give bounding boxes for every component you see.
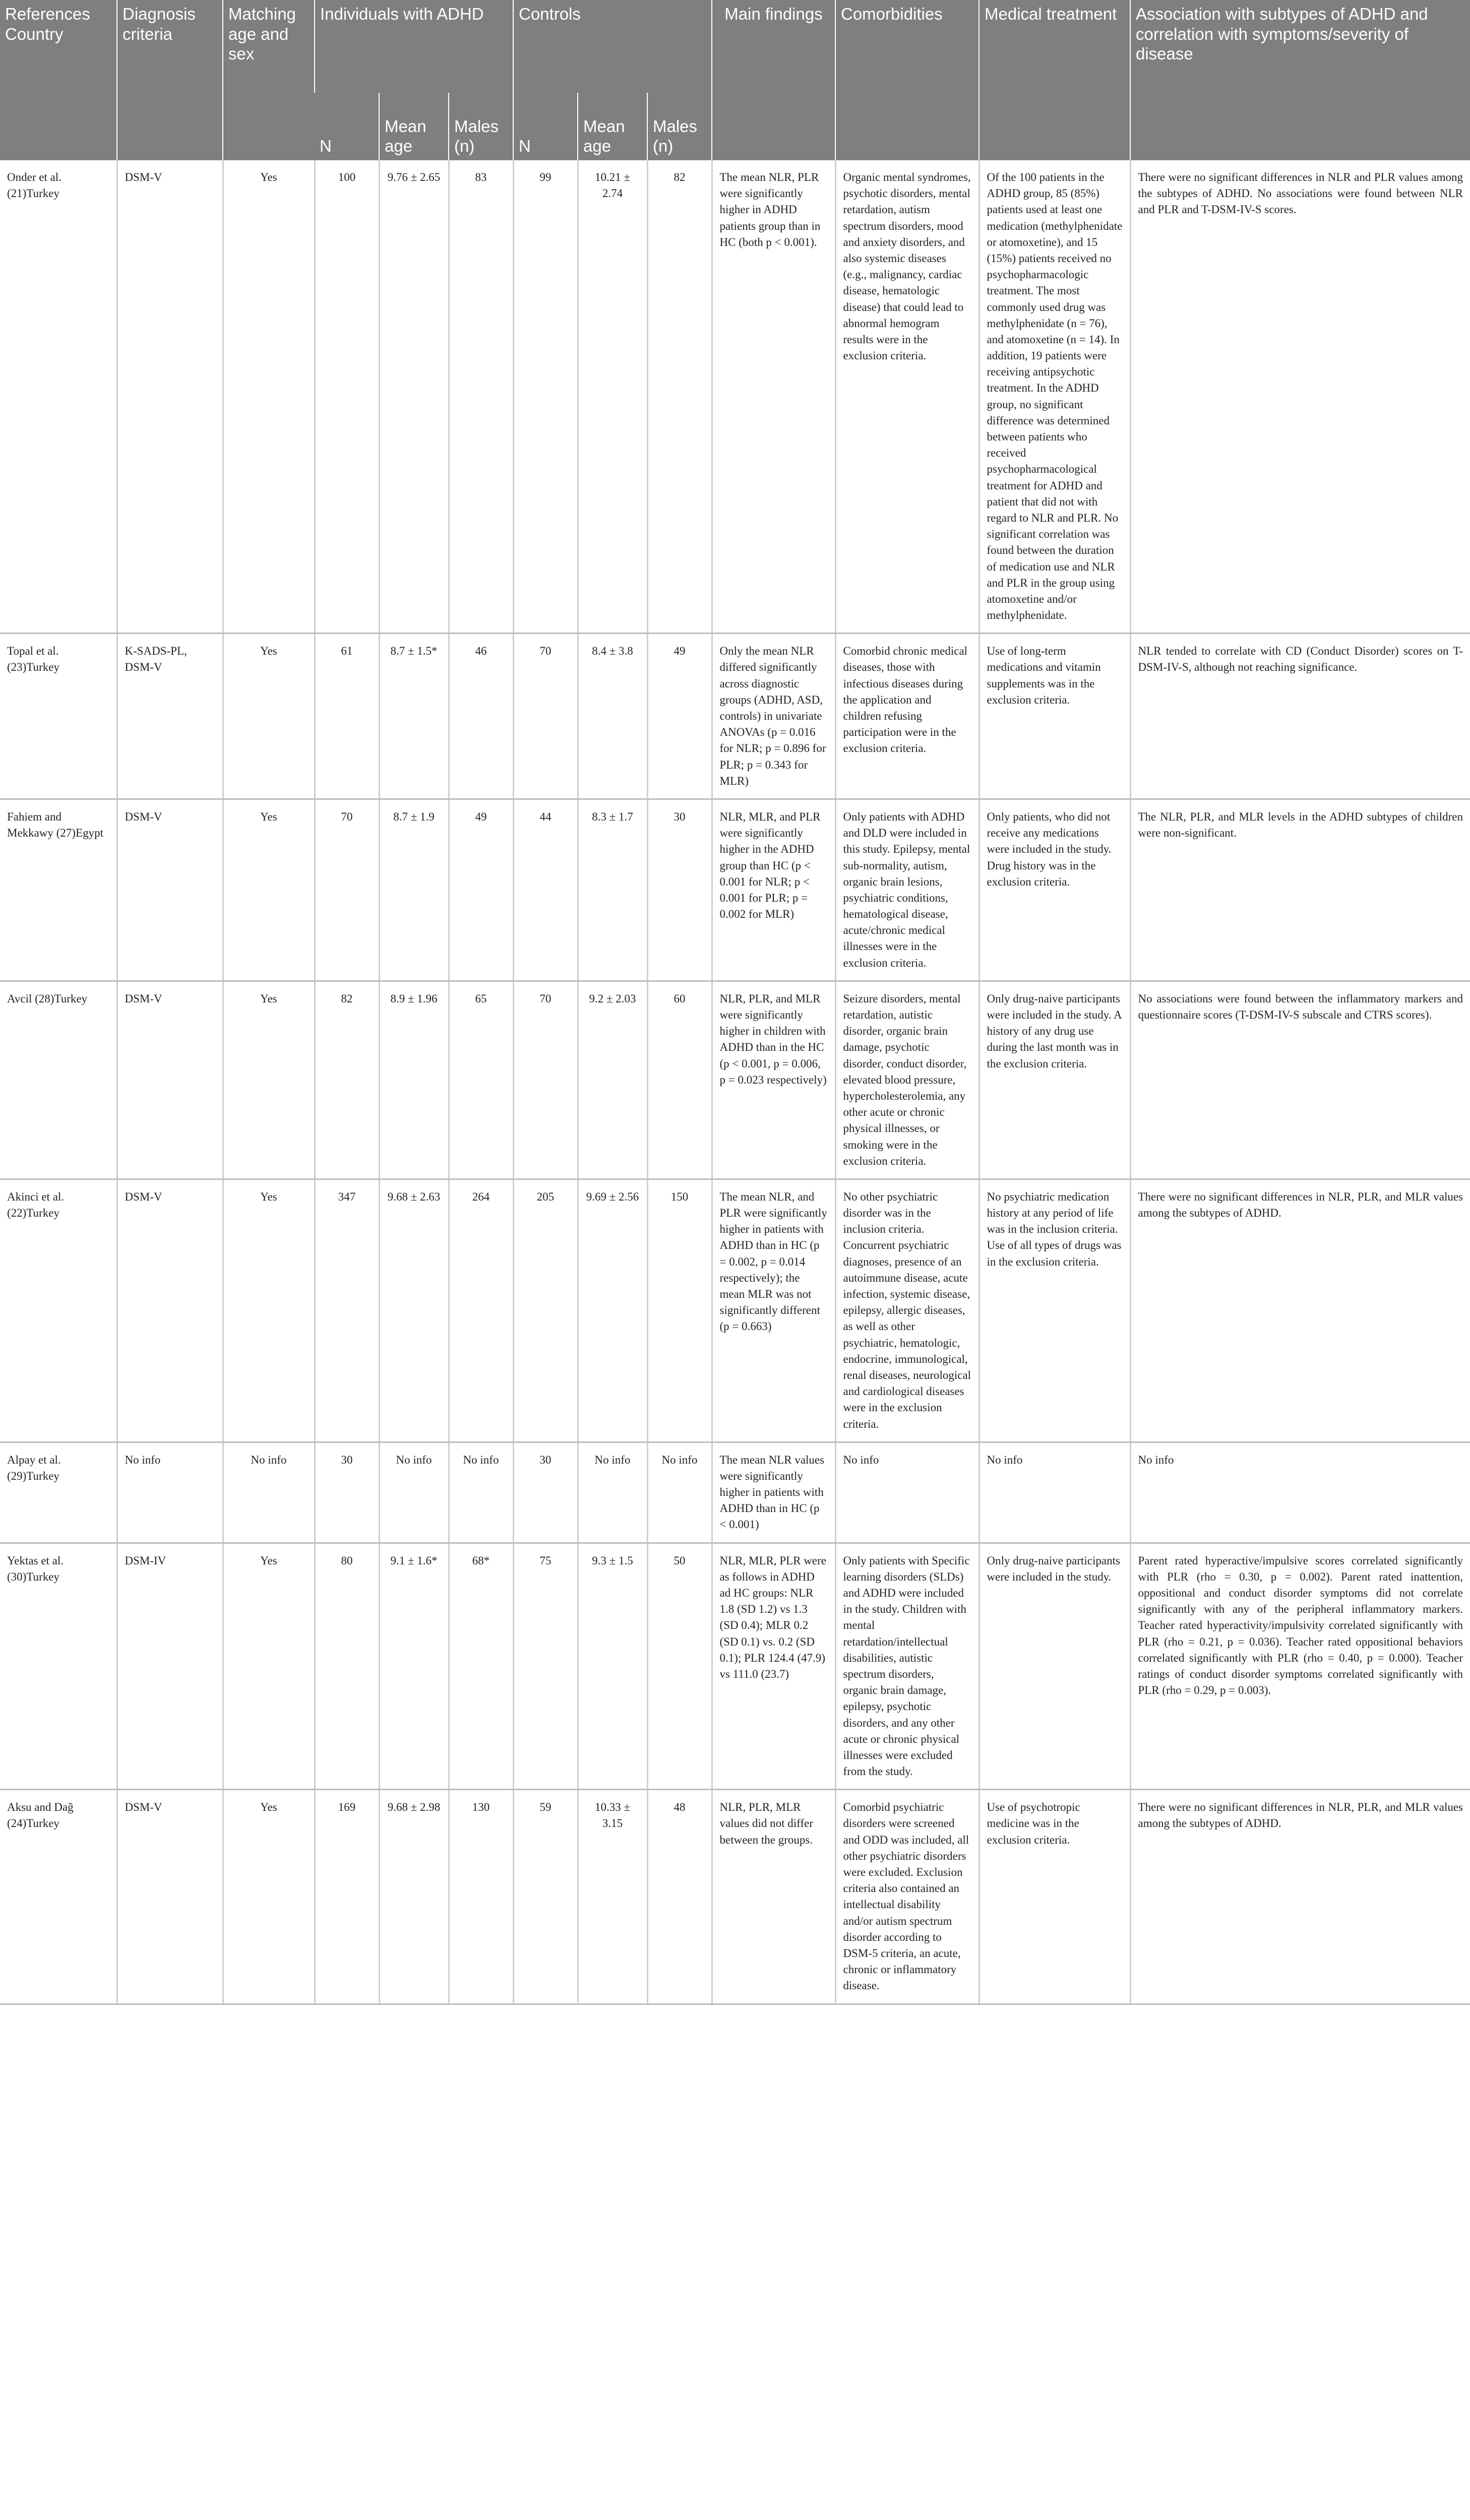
cell-adhd-mean-age: 8.9 ± 1.96 (379, 981, 449, 1179)
cell-adhd-males: 65 (449, 981, 513, 1179)
cell-association: There were no significant differences in NLR, PLR, and MLR values among the subtypes of ADHD. (1130, 1790, 1470, 2004)
cell-medical-treatment: Use of psychotropic medicine was in the exclusion criteria. (979, 1790, 1130, 2004)
header-adhd-males: Males (n) (449, 93, 513, 160)
cell-matching: Yes (223, 1790, 315, 2004)
cell-controls-males: 150 (647, 1179, 712, 1442)
cell-main-findings: NLR, MLR, and PLR were significantly higher in the ADHD group than HC (p < 0.001 for NLR; p < 0.001 for PLR; p = 0.002 for MLR) (712, 799, 835, 981)
header-comorbidities: Comorbidities (835, 0, 979, 160)
cell-controls-males: 49 (647, 634, 712, 799)
table-row (0, 1543, 1470, 1790)
header-controls-n: N (513, 93, 578, 160)
header-main-findings: Main findings (712, 0, 835, 160)
cell-medical-treatment: Only drug-naive participants were included in the study. (979, 1543, 1130, 1790)
cell-comorbidities: No info (835, 1442, 979, 1543)
cell-adhd-males: 68* (449, 1543, 513, 1790)
cell-reference: Yektas et al. (30)Turkey (0, 1543, 117, 1790)
cell-adhd-n: 80 (315, 1543, 379, 1790)
cell-adhd-mean-age: 9.76 ± 2.65 (379, 160, 449, 634)
cell-comorbidities: Comorbid chronic medical diseases, those with infectious diseases during the application and children refusing participation were in the exclusion criteria. (835, 634, 979, 799)
cell-adhd-males: 83 (449, 160, 513, 634)
cell-controls-n: 44 (513, 799, 578, 981)
cell-controls-n: 99 (513, 160, 578, 634)
cell-comorbidities: Organic mental syndromes, psychotic disorders, mental retardation, autism spectrum disorders, mood and anxiety disorders, and also systemic diseases (e.g., malignancy, cardiac disease, hematologic disease) that could lead to abnormal hemogram results were in the exclusion criteria. (835, 160, 979, 634)
cell-matching: Yes (223, 160, 315, 634)
table-row (0, 981, 1470, 1179)
cell-controls-mean-age: No info (578, 1442, 647, 1543)
header-references-country: References Country (0, 0, 117, 160)
cell-reference: Fahiem and Mekkawy (27)Egypt (0, 799, 117, 981)
cell-adhd-males: 130 (449, 1790, 513, 2004)
cell-controls-n: 75 (513, 1543, 578, 1790)
cell-adhd-males: 264 (449, 1179, 513, 1442)
cell-diagnosis: DSM-V (117, 981, 223, 1179)
cell-adhd-males: 46 (449, 634, 513, 799)
cell-reference: Topal et al. (23)Turkey (0, 634, 117, 799)
cell-controls-n: 70 (513, 981, 578, 1179)
header-medical-treatment: Medical treatment (979, 0, 1130, 160)
cell-main-findings: NLR, MLR, PLR were as follows in ADHD ad HC groups: NLR 1.8 (SD 1.2) vs 1.3 (SD 0.4); MLR 0.2 (SD 0.1) vs. 0.2 (SD 0.1); PLR 124.4 (47.9) vs 111.0 (23.7) (712, 1543, 835, 1790)
cell-main-findings: The mean NLR values were significantly higher in patients with ADHD than in HC (p < 0.001) (712, 1442, 835, 1543)
cell-reference: Avcil (28)Turkey (0, 981, 117, 1179)
cell-association: There were no significant differences in NLR, PLR, and MLR values among the subtypes of ADHD. (1130, 1179, 1470, 1442)
cell-controls-mean-age: 10.21 ± 2.74 (578, 160, 647, 634)
cell-controls-mean-age: 8.3 ± 1.7 (578, 799, 647, 981)
cell-adhd-n: 100 (315, 160, 379, 634)
cell-diagnosis: DSM-V (117, 1790, 223, 2004)
table-row (0, 1790, 1470, 2004)
cell-medical-treatment: Use of long-term medications and vitamin supplements was in the exclusion criteria. (979, 634, 1130, 799)
cell-main-findings: NLR, PLR, MLR values did not differ between the groups. (712, 1790, 835, 2004)
cell-matching: No info (223, 1442, 315, 1543)
cell-medical-treatment: Only patients, who did not receive any medications were included in the study. Drug history was in the exclusion criteria. (979, 799, 1130, 981)
table-row (0, 634, 1470, 799)
cell-association: There were no significant differences in NLR and PLR values among the subtypes of ADHD. No associations were found between NLR and PLR and T-DSM-IV-S scores. (1130, 160, 1470, 634)
cell-controls-males: 82 (647, 160, 712, 634)
cell-controls-males: 60 (647, 981, 712, 1179)
cell-adhd-n: 30 (315, 1442, 379, 1543)
cell-adhd-mean-age: 8.7 ± 1.9 (379, 799, 449, 981)
cell-comorbidities: Only patients with Specific learning disorders (SLDs) and ADHD were included in the study. Children with mental retardation/intellectual disabilities, autistic spectrum disorders, organic brain damage, epilepsy, psychotic disorders, and any other acute or chronic physical illnesses were excluded from the study. (835, 1543, 979, 1790)
cell-adhd-mean-age: No info (379, 1442, 449, 1543)
cell-adhd-mean-age: 9.1 ± 1.6* (379, 1543, 449, 1790)
cell-controls-n: 59 (513, 1790, 578, 2004)
cell-medical-treatment: No info (979, 1442, 1130, 1543)
cell-controls-mean-age: 8.4 ± 3.8 (578, 634, 647, 799)
cell-comorbidities: Comorbid psychiatric disorders were screened and ODD was included, all other psychiatric disorders were excluded. Exclusion criteria also contained an intellectual disability and/or autism spectrum disorder according to DSM-5 criteria, an acute, chronic or inflammatory disease. (835, 1790, 979, 2004)
cell-controls-males: No info (647, 1442, 712, 1543)
cell-controls-n: 70 (513, 634, 578, 799)
cell-controls-mean-age: 9.3 ± 1.5 (578, 1543, 647, 1790)
cell-reference: Alpay et al. (29)Turkey (0, 1442, 117, 1543)
header-adhd-n: N (315, 93, 379, 160)
cell-adhd-n: 82 (315, 981, 379, 1179)
cell-diagnosis: No info (117, 1442, 223, 1543)
cell-main-findings: NLR, PLR, and MLR were significantly higher in children with ADHD than in the HC (p < 0.001, p = 0.006, p = 0.023 respectively) (712, 981, 835, 1179)
header-adhd-mean-age: Mean age (379, 93, 449, 160)
cell-diagnosis: DSM-V (117, 1179, 223, 1442)
cell-adhd-mean-age: 9.68 ± 2.63 (379, 1179, 449, 1442)
cell-reference: Onder et al. (21)Turkey (0, 160, 117, 634)
cell-medical-treatment: No psychiatric medication history at any period of life was in the inclusion criteria. Use of all types of drugs was in the exclusion criteria. (979, 1179, 1130, 1442)
cell-main-findings: The mean NLR, PLR were significantly higher in ADHD patients group than in HC (both p < 0.001). (712, 160, 835, 634)
cell-diagnosis: DSM-IV (117, 1543, 223, 1790)
cell-matching: Yes (223, 981, 315, 1179)
cell-matching: Yes (223, 1543, 315, 1790)
cell-main-findings: Only the mean NLR differed significantly across diagnostic groups (ADHD, ASD, controls) in univariate ANOVAs (p = 0.016 for NLR; p = 0.896 for PLR; p = 0.343 for MLR) (712, 634, 835, 799)
cell-medical-treatment: Only drug-naive participants were included in the study. A history of any drug use during the last month was in the exclusion criteria. (979, 981, 1130, 1179)
cell-adhd-n: 61 (315, 634, 379, 799)
header-matching-age-sex: Matching age and sex (223, 0, 315, 160)
table-row (0, 1442, 1470, 1543)
cell-controls-males: 30 (647, 799, 712, 981)
table-row (0, 160, 1470, 634)
cell-controls-mean-age: 9.2 ± 2.03 (578, 981, 647, 1179)
header-controls: Controls (513, 0, 712, 93)
cell-association: NLR tended to correlate with CD (Conduct Disorder) scores on T-DSM-IV-S, although not reaching significance. (1130, 634, 1470, 799)
cell-adhd-n: 169 (315, 1790, 379, 2004)
cell-reference: Aksu and Dağ (24)Turkey (0, 1790, 117, 2004)
cell-main-findings: The mean NLR, and PLR were significantly higher in patients with ADHD than in HC (p = 0.002, p = 0.014 respectively); the mean MLR was not significantly different (p = 0.663) (712, 1179, 835, 1442)
cell-adhd-n: 70 (315, 799, 379, 981)
header-controls-males: Males (n) (647, 93, 712, 160)
cell-association: No associations were found between the inflammatory markers and questionnaire scores (T-DSM-IV-S subscale and CTRS scores). (1130, 981, 1470, 1179)
cell-matching: Yes (223, 1179, 315, 1442)
header-association-subtypes: Association with subtypes of ADHD and correlation with symptoms/severity of disease (1130, 0, 1470, 160)
cell-controls-males: 48 (647, 1790, 712, 2004)
cell-diagnosis: DSM-V (117, 799, 223, 981)
cell-controls-n: 30 (513, 1442, 578, 1543)
cell-reference: Akinci et al. (22)Turkey (0, 1179, 117, 1442)
table-row (0, 1179, 1470, 1442)
cell-association: Parent rated hyperactive/impulsive scores correlated significantly with PLR (rho = 0.30, p = 0.002). Parent rated inattention, oppositional and conduct disorder symptoms did not correlate significantly with any of the peripheral inflammatory markers. Teacher rated hyperactivity/impulsivity correlated significantly with PLR (rho = 0.21, p = 0.036). Teacher rated oppositional behaviors correlated significantly with PLR (rho = 0.40, p = 0.000). Teacher ratings of conduct disorder symptoms correlated significantly with PLR (rho = 0.29, p = 0.003). (1130, 1543, 1470, 1790)
cell-adhd-mean-age: 8.7 ± 1.5* (379, 634, 449, 799)
cell-association: No info (1130, 1442, 1470, 1543)
header-diagnosis-criteria: Diagnosis criteria (117, 0, 223, 160)
cell-adhd-males: No info (449, 1442, 513, 1543)
cell-controls-mean-age: 9.69 ± 2.56 (578, 1179, 647, 1442)
cell-diagnosis: DSM-V (117, 160, 223, 634)
cell-matching: Yes (223, 799, 315, 981)
cell-diagnosis: K-SADS-PL, DSM-V (117, 634, 223, 799)
cell-comorbidities: Seizure disorders, mental retardation, autistic disorder, organic brain damage, psychotic disorder, conduct disorder, elevated blood pressure, hypercholesterolemia, any other acute or chronic physical illnesses, or smoking were in the exclusion criteria. (835, 981, 979, 1179)
cell-comorbidities: No other psychiatric disorder was in the inclusion criteria. Concurrent psychiatric diagnoses, presence of an autoimmune disease, acute infection, systemic disease, epilepsy, allergic diseases, as well as other psychiatric, hematologic, endocrine, immunological, renal diseases, neurological and cardiological diseases were in the exclusion criteria. (835, 1179, 979, 1442)
cell-controls-males: 50 (647, 1543, 712, 1790)
header-controls-mean-age: Mean age (578, 93, 647, 160)
cell-adhd-mean-age: 9.68 ± 2.98 (379, 1790, 449, 2004)
cell-association: The NLR, PLR, and MLR levels in the ADHD subtypes of children were non-significant. (1130, 799, 1470, 981)
cell-matching: Yes (223, 634, 315, 799)
cell-controls-n: 205 (513, 1179, 578, 1442)
table-row (0, 799, 1470, 981)
cell-adhd-n: 347 (315, 1179, 379, 1442)
cell-controls-mean-age: 10.33 ± 3.15 (578, 1790, 647, 2004)
cell-adhd-males: 49 (449, 799, 513, 981)
cell-comorbidities: Only patients with ADHD and DLD were included in this study. Epilepsy, mental sub-normality, autism, organic brain lesions, psychiatric conditions, hematological disease, acute/chronic medical illnesses were in the exclusion criteria. (835, 799, 979, 981)
cell-medical-treatment: Of the 100 patients in the ADHD group, 85 (85%) patients used at least one medication (methylphenidate or atomoxetine), and 15 (15%) patients received no psychopharmacologic treatment. The most commonly used drug was methylphenidate (n = 76), and atomoxetine (n = 14). In addition, 19 patients were receiving antipsychotic treatment. In the ADHD group, no significant difference was determined between patients who received psychopharmacological treatment for ADHD and patient that did not with regard to NLR and PLR. No significant correlation was found between the duration of medication use and NLR and PLR in the group using atomoxetine and/or methylphenidate. (979, 160, 1130, 634)
header-row-primary (0, 0, 1470, 93)
header-individuals-with-adhd: Individuals with ADHD (315, 0, 513, 93)
